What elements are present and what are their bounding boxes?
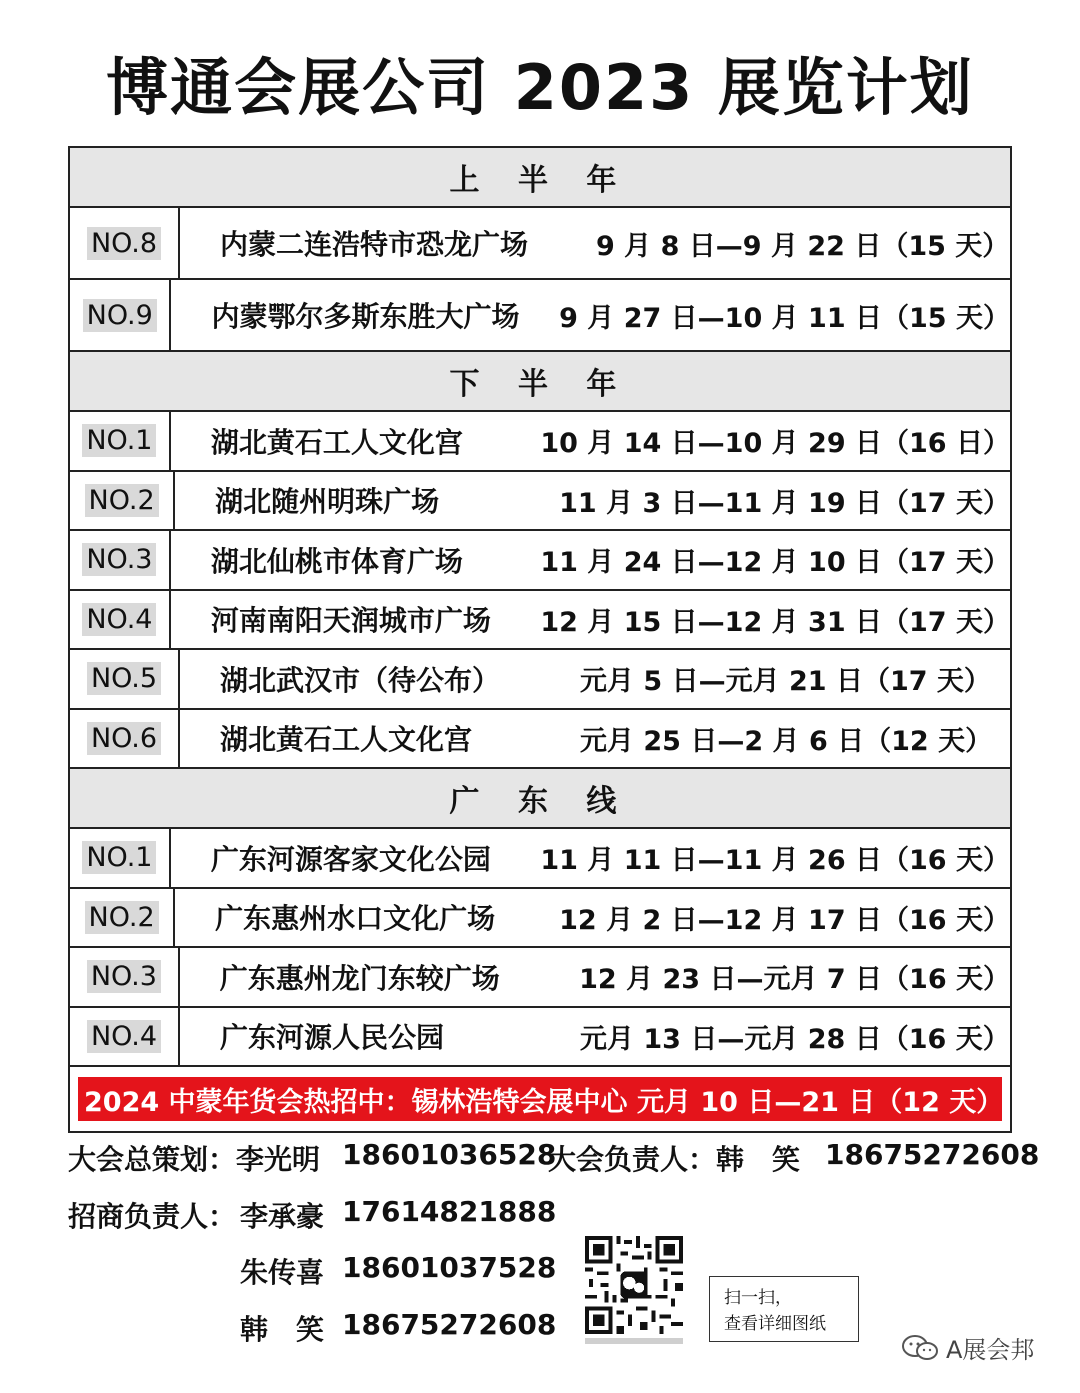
- section-heading-guangdong: 广 东 线: [70, 769, 1010, 829]
- row-venue: 广东惠州水口文化广场: [215, 902, 496, 936]
- row-venue: 湖北随州明珠广场: [215, 485, 440, 519]
- table-row: [70, 948, 1010, 1008]
- planner-phone: 18601036528: [342, 1138, 557, 1171]
- table-row: [70, 208, 1010, 280]
- row-dates: 11 月 3 日—11 月 19 日（17 天）: [559, 487, 1010, 519]
- row-dates: 元月 5 日—元月 21 日（17 天）: [580, 666, 991, 698]
- row-venue: 广东河源人民公园: [220, 1021, 445, 1055]
- row-number: NO.2: [85, 484, 159, 517]
- invest-name: 朱传喜: [240, 1256, 325, 1289]
- row-venue: 河南南阳天润城市广场: [210, 604, 491, 638]
- row-venue: 内蒙二连浩特市恐龙广场: [220, 228, 529, 261]
- row-dates: 10 月 14 日—10 月 29 日（16 日）: [540, 428, 1010, 460]
- watermark: [900, 1330, 1034, 1365]
- planner-name: 李光明: [236, 1143, 321, 1176]
- exhibition-schedule-table: [68, 146, 1012, 1133]
- row-dates: 元月 13 日—元月 28 日（16 天）: [580, 1023, 1010, 1055]
- table-row: [70, 650, 1010, 710]
- invest-phone: 17614821888: [342, 1195, 557, 1228]
- row-venue: 广东惠州龙门东较广场: [219, 961, 500, 995]
- manager-contact: [548, 1138, 800, 1178]
- row-number: NO.1: [82, 424, 156, 457]
- page-title: 博通会展公司 2023 展览计划: [106, 51, 974, 124]
- promo-banner: 2024 中蒙年货会热招中：锡林浩特会展中心 元月 10 日—21 日（12 天）: [78, 1077, 1002, 1121]
- table-row: [70, 591, 1010, 651]
- table-row: [70, 829, 1010, 889]
- row-dates: 元月 25 日—2 月 6 日（12 天）: [580, 725, 993, 757]
- row-number: NO.4: [87, 1020, 161, 1053]
- row-number: NO.3: [87, 960, 161, 993]
- qr-caption: [585, 1338, 683, 1344]
- row-venue: 湖北黄石工人文化宫: [220, 723, 473, 757]
- invest-phone: 18601037528: [342, 1251, 557, 1284]
- planner-contact: [68, 1138, 320, 1178]
- row-dates: 11 月 11 日—11 月 26 日（16 天）: [540, 845, 1010, 877]
- table-row: [70, 1008, 1010, 1068]
- row-dates: 11 月 24 日—12 月 10 日（17 天）: [540, 547, 1010, 579]
- row-venue: 湖北黄石工人文化宫: [210, 425, 463, 459]
- planner-label: 大会总策划：: [68, 1143, 237, 1176]
- row-number: NO.4: [82, 603, 156, 636]
- scan-hint-line1: 扫一扫，: [724, 1288, 792, 1308]
- manager-phone: 18675272608: [825, 1138, 1040, 1171]
- row-number: NO.9: [83, 299, 157, 332]
- wechat-icon: [900, 1333, 940, 1363]
- scan-hint-line2: 查看详细图纸: [724, 1314, 826, 1334]
- row-number: NO.5: [87, 662, 161, 695]
- section-heading-first-half: 上 半 年: [70, 148, 1010, 208]
- row-dates: 12 月 15 日—12 月 31 日（17 天）: [540, 606, 1010, 638]
- row-number: NO.8: [87, 227, 161, 260]
- table-row: [70, 472, 1010, 532]
- row-number: NO.2: [85, 901, 159, 934]
- table-row: [70, 531, 1010, 591]
- row-number: NO.6: [87, 722, 161, 755]
- row-number: NO.3: [82, 543, 156, 576]
- scan-hint-box: [709, 1276, 859, 1342]
- qr-code-icon[interactable]: [585, 1236, 683, 1334]
- table-row: [70, 889, 1010, 949]
- manager-label: 大会负责人：: [548, 1143, 717, 1176]
- invest-name: 李承豪: [240, 1200, 325, 1233]
- row-venue: 广东河源客家文化公园: [210, 842, 491, 876]
- table-row: [70, 710, 1010, 770]
- row-venue: 湖北武汉市（待公布）: [220, 663, 501, 697]
- table-row: [70, 412, 1010, 472]
- watermark-text: A展会邦: [946, 1336, 1035, 1364]
- invest-name: 韩 笑: [240, 1313, 325, 1346]
- invest-phone: 18675272608: [342, 1308, 557, 1341]
- row-venue: 内蒙鄂尔多斯东胜大广场: [211, 300, 520, 333]
- row-venue: 湖北仙桃市体育广场: [210, 544, 463, 578]
- table-row: [70, 280, 1010, 352]
- row-dates: 9 月 8 日—9 月 22 日（15 天）: [596, 230, 1010, 262]
- invest-label: 招商负责人：: [68, 1200, 237, 1233]
- manager-name: 韩 笑: [716, 1143, 801, 1176]
- row-dates: 12 月 2 日—12 月 17 日（16 天）: [559, 904, 1010, 936]
- row-dates: 9 月 27 日—10 月 11 日（15 天）: [559, 302, 1010, 334]
- row-number: NO.1: [82, 841, 156, 874]
- row-dates: 12 月 23 日—元月 7 日（16 天）: [579, 964, 1010, 996]
- section-heading-second-half: 下 半 年: [70, 352, 1010, 412]
